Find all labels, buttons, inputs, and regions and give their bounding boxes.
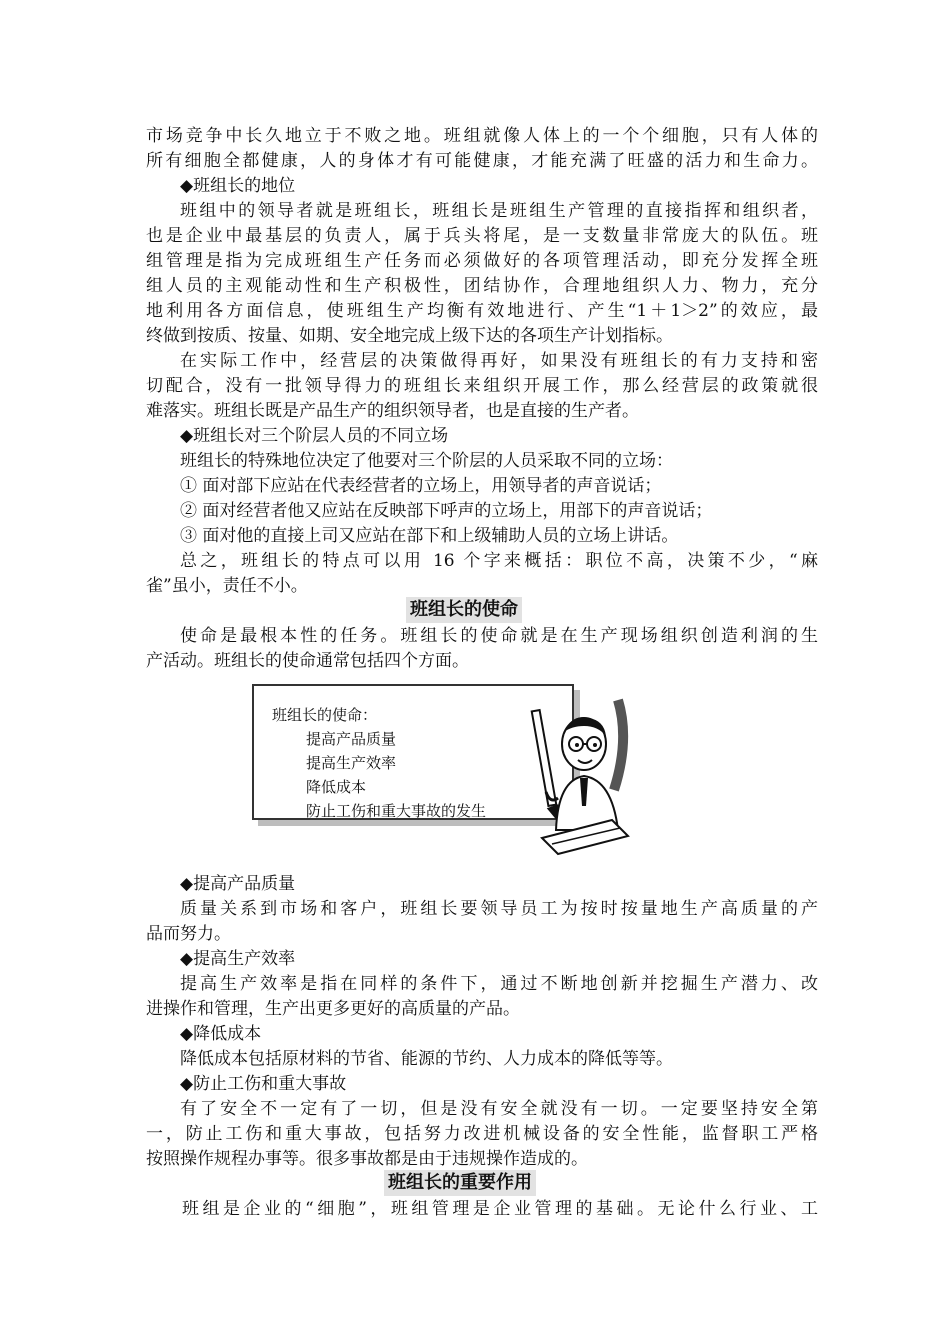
list-item: ① 面对部下应站在代表经营者的立场上，用领导者的声音说话； bbox=[180, 476, 662, 496]
cartoon-man-with-pen-icon bbox=[522, 680, 632, 858]
body-line: 使命是最根本性的任务。班组长的使命就是在生产现场组织创造利润的生 bbox=[180, 626, 818, 646]
body-line: 按照操作规程办事等。很多事故都是由于违规操作造成的。 bbox=[146, 1149, 588, 1169]
panel-item: 防止工伤和重大事故的发生 bbox=[306, 802, 487, 820]
body-line: 一，防止工伤和重大事故，包括努力改进机械设备的安全性能，监督职工严格 bbox=[146, 1124, 818, 1144]
body-line: 班组是企业的“细胞”，班组管理是企业管理的基础。无论什么行业、工 bbox=[182, 1199, 818, 1219]
bullet-heading: ◆提高产品质量 bbox=[180, 874, 296, 894]
body-line: 也是企业中最基层的负责人，属于兵头将尾，是一支数量非常庞大的队伍。班 bbox=[146, 226, 818, 246]
body-line: 品而努力。 bbox=[146, 924, 231, 944]
body-line: 进操作和管理，生产出更多更好的高质量的产品。 bbox=[146, 999, 520, 1019]
bullet-heading: ◆班组长对三个阶层人员的不同立场 bbox=[180, 426, 449, 446]
mission-figure bbox=[252, 680, 624, 860]
body-line: 组管理是指为完成班组生产任务而必须做好的各项管理活动，即充分发挥全班 bbox=[146, 251, 818, 271]
body-line: 产活动。班组长的使命通常包括四个方面。 bbox=[146, 651, 469, 671]
body-line: 组人员的主观能动性和生产积极性，团结协作，合理地组织人力、物力，充分 bbox=[146, 276, 818, 296]
section-heading: 班组长的使命 bbox=[406, 597, 522, 623]
panel-title: 班组长的使命： bbox=[272, 706, 378, 724]
bullet-heading: ◆提高生产效率 bbox=[180, 949, 296, 969]
body-line: 终做到按质、按量、如期、安全地完成上级下达的各项生产计划指标。 bbox=[146, 326, 673, 346]
bullet-heading: ◆降低成本 bbox=[180, 1024, 262, 1044]
body-line: 雀”虽小，责任不小。 bbox=[146, 576, 308, 596]
body-line: 在实际工作中，经营层的决策做得再好，如果没有班组长的有力支持和密 bbox=[180, 351, 818, 371]
list-item: ② 面对经营者他又应站在反映部下呼声的立场上，用部下的声音说话； bbox=[180, 501, 713, 521]
bullet-heading: ◆防止工伤和重大事故 bbox=[180, 1074, 347, 1094]
body-line: 地利用各方面信息，使班组生产均衡有效地进行、产生“1＋1＞2”的效应，最 bbox=[146, 301, 819, 321]
body-line: 班组长的特殊地位决定了他要对三个阶层的人员采取不同的立场： bbox=[180, 451, 673, 471]
body-line: 有了安全不一定有了一切，但是没有安全就没有一切。一定要坚持安全第 bbox=[180, 1099, 818, 1119]
body-line: 切配合，没有一批领导得力的班组长来组织开展工作，那么经营层的政策就很 bbox=[146, 376, 818, 396]
body-line: 市场竞争中长久地立于不败之地。班组就像人体上的一个个细胞，只有人体的 bbox=[146, 126, 818, 146]
body-line: 难落实。班组长既是产品生产的组织领导者，也是直接的生产者。 bbox=[146, 401, 639, 421]
body-line: 质量关系到市场和客户，班组长要领导员工为按时按量地生产高质量的产 bbox=[180, 899, 818, 919]
body-line: 总之，班组长的特点可以用 16 个字来概括：职位不高，决策不少，“麻 bbox=[180, 551, 818, 571]
bullet-heading: ◆班组长的地位 bbox=[180, 176, 296, 196]
section-heading: 班组长的重要作用 bbox=[384, 1170, 536, 1196]
body-line: 提高生产效率是指在同样的条件下，通过不断地创新并挖掘生产潜力、改 bbox=[180, 974, 818, 994]
list-item: ③ 面对他的直接上司又应站在部下和上级辅助人员的立场上讲话。 bbox=[180, 526, 679, 546]
panel-item: 提高生产效率 bbox=[306, 754, 397, 772]
body-line: 所有细胞全都健康，人的身体才有可能健康，才能充满了旺盛的活力和生命力。 bbox=[146, 151, 818, 171]
panel-item: 提高产品质量 bbox=[306, 730, 397, 748]
body-line: 降低成本包括原材料的节省、能源的节约、人力成本的降低等等。 bbox=[180, 1049, 673, 1069]
body-line: 班组中的领导者就是班组长，班组长是班组生产管理的直接指挥和组织者， bbox=[180, 201, 818, 221]
panel-item: 降低成本 bbox=[306, 778, 367, 796]
